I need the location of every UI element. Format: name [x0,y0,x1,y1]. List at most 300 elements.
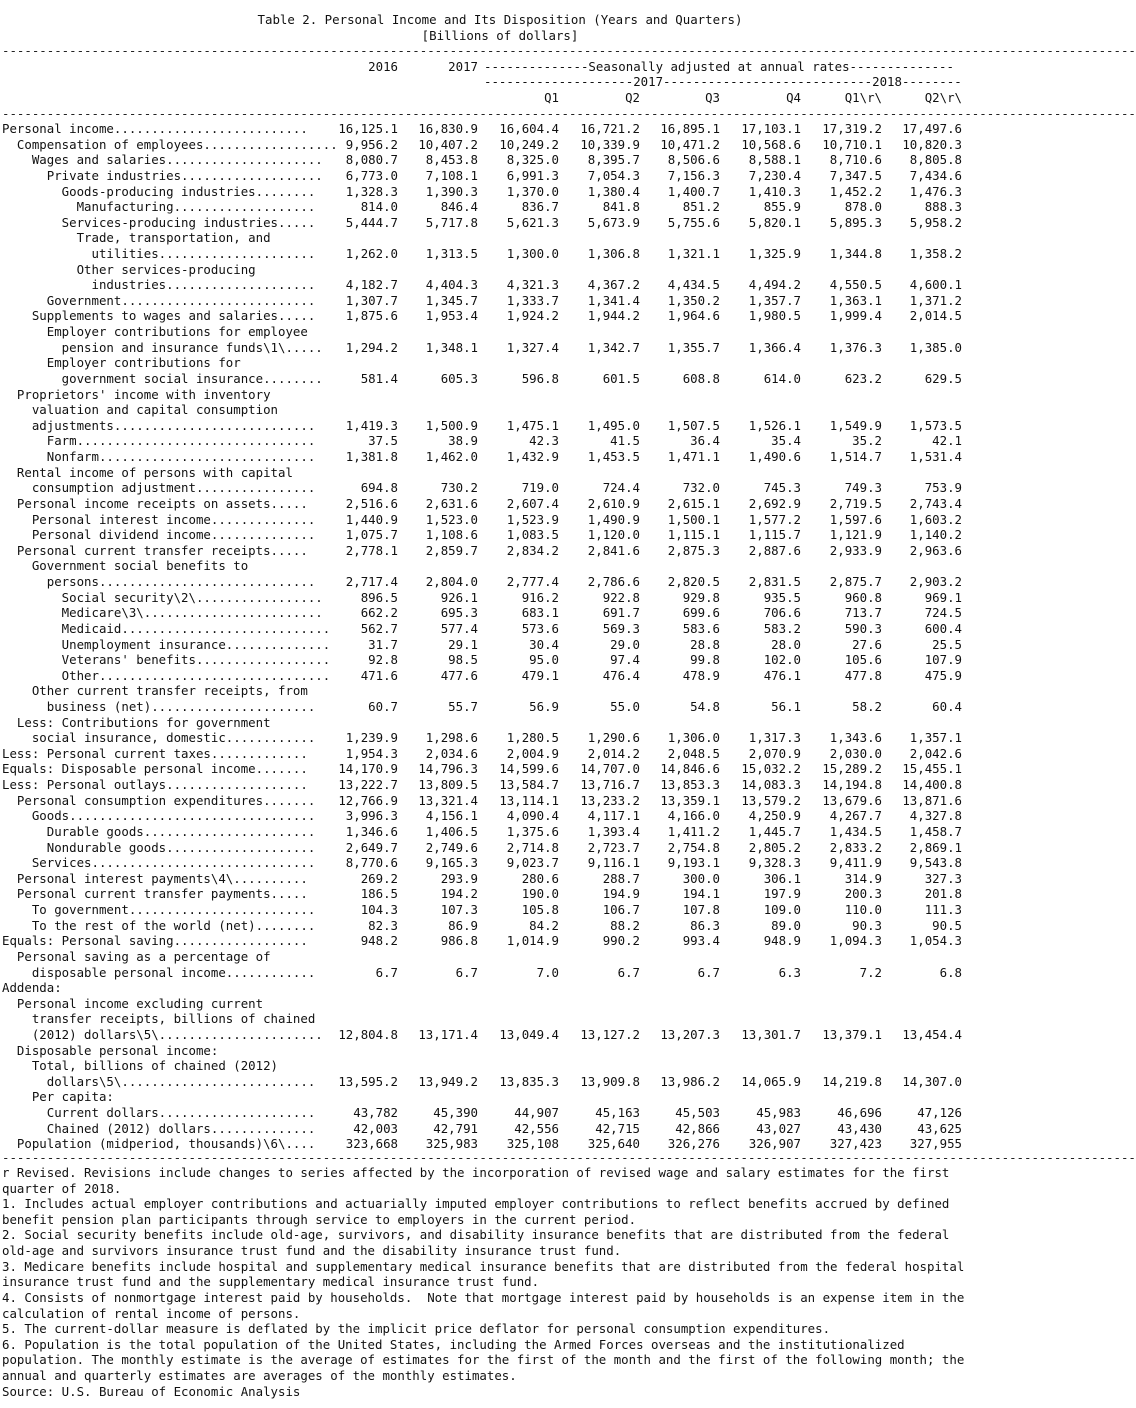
table-cell: 269.2 [360,870,398,886]
table-cell: 1,495.0 [587,417,640,433]
table-cell: 2,859.7 [425,542,478,558]
table-cell: 1,980.5 [748,308,801,324]
row-label: Compensation of employees.................. [2,136,338,152]
table-cell: 28.8 [690,636,720,652]
table-cell: 9,328.3 [748,855,801,871]
footnote-line: quarter of 2018. [2,1180,122,1196]
table-cell: 13,049.4 [499,1027,559,1042]
table-cell: 10,339.9 [580,136,640,152]
row-label: Goods................................. [2,808,316,824]
table-cell: 7,434.6 [909,167,962,183]
table-cell: 14,599.6 [499,761,559,777]
table-cell: 2,034.6 [425,745,478,761]
table-cell: 1,471.1 [667,449,720,464]
table-cell: 14,846.6 [660,761,720,777]
table-cell: 993.4 [682,933,720,949]
table-cell: 13,321.4 [418,792,478,808]
table-cell: 17,497.6 [902,121,962,136]
table-cell: 2,516.6 [345,495,398,511]
table-cell: 600.4 [924,620,962,636]
table-cell: 1,344.8 [829,246,882,261]
table-cell: 581.4 [360,370,398,386]
row-label: Personal consumption expenditures....... [2,792,316,808]
table-cell: 10,407.2 [418,136,478,152]
table-cell: 1,549.9 [829,417,882,433]
table-cell: 960.8 [844,589,882,605]
row-label: Personal interest payments\4\.......... [2,870,308,886]
row-label: Medicaid............................ [2,620,331,636]
table-cell: 45,503 [675,1105,720,1121]
table-cell: 605.3 [440,370,478,386]
table-cell: 662.2 [360,605,398,621]
row-label: Personal dividend income.............. [2,527,316,543]
footnote-line: 3. Medicare benefits include hospital and supplementary medical insurance benefits that are distributed from the federal hospital [2,1258,965,1274]
table-cell: 60.4 [932,698,962,714]
table-cell: 2,070.9 [748,745,801,761]
table-cell: 1,343.6 [829,730,882,746]
table-cell: 2,869.1 [909,839,962,855]
table-cell: 1,432.9 [506,449,559,464]
table-cell: 1,597.6 [829,511,882,527]
table-cell: 13,949.2 [418,1073,478,1089]
table-cell: 4,117.1 [587,808,640,824]
table-cell: 56.1 [771,698,801,714]
table-cell: 1,321.1 [667,246,720,261]
divider-header: -------------------------------------------------------------------------------------------------------------------------------------------------------- [2,106,1136,121]
table-cell: 99.8 [690,652,720,668]
table-cell: 293.9 [440,870,478,886]
table-cell: 43,782 [353,1105,398,1121]
table-cell: 186.5 [360,886,398,902]
table-title: Table 2. Personal Income and Its Disposition (Years and Quarters) [257,12,743,27]
table-cell: 201.8 [924,886,962,902]
table-cell: 730.2 [440,480,478,496]
table-cell: 109.0 [763,902,801,917]
table-cell: 1,400.7 [667,183,720,199]
table-cell: 31.7 [368,636,398,652]
table-cell: 4,550.5 [829,277,882,293]
table-cell: 1,262.0 [345,246,398,261]
table-cell: 110.0 [844,902,882,917]
table-cell: 2,887.6 [748,542,801,558]
table-cell: 15,289.2 [822,761,882,777]
table-cell: 13,359.1 [660,792,720,808]
table-cell: 13,835.3 [499,1073,559,1089]
table-cell: 323,668 [345,1136,398,1152]
table-cell: 2,834.2 [506,542,559,558]
table-cell: 14,796.3 [418,761,478,777]
table-cell: 9,193.1 [667,855,720,871]
table-cell: 13,171.4 [418,1027,478,1042]
table-cell: 107.8 [682,902,720,917]
table-cell: 1,306.0 [667,730,720,746]
table-cell: 6.7 [375,964,398,980]
table-cell: 325,640 [587,1136,640,1152]
table-cell: 1,306.8 [587,246,640,261]
table-cell: 1,366.4 [748,339,801,355]
table-cell: 16,604.4 [499,121,559,136]
table-cell: 14,194.8 [822,777,882,792]
table-cell: 42.3 [529,433,559,449]
table-cell: 194.9 [602,886,640,902]
table-cell: 3,996.3 [345,808,398,824]
table-cell: 569.3 [602,620,640,636]
table-cell: 4,327.8 [909,808,962,824]
table-cell: 13,584.7 [499,777,559,792]
table-cell: 5,673.9 [587,214,640,230]
table-cell: 6,991.3 [506,167,559,183]
footnote-line: 4. Consists of nonmortgage interest paid by households. Note that mortgage interest paid by households is an expense item in the [2,1289,965,1305]
row-label: Total, billions of chained (2012) [2,1058,279,1074]
table-cell: 13,809.5 [418,777,478,792]
table-cell: 46,696 [837,1105,882,1121]
table-cell: 306.1 [763,870,801,886]
table-cell: 590.3 [844,620,882,636]
table-cell: 7.2 [859,964,882,980]
table-cell: 45,163 [595,1105,640,1121]
row-label: Services-producing industries..... [2,214,316,230]
table-cell: 2,963.6 [909,542,962,558]
table-cell: 691.7 [602,605,640,621]
table-cell: 4,182.7 [345,277,398,293]
table-cell: 1,094.3 [829,933,882,949]
table-cell: 749.3 [844,480,882,496]
table-cell: 2,805.2 [748,839,801,855]
row-label: disposable personal income............ [2,964,316,980]
table-cell: 2,649.7 [345,839,398,855]
table-cell: 17,319.2 [822,121,882,136]
table-cell: 1,476.3 [909,183,962,199]
table-cell: 1,370.0 [506,183,559,199]
table-cell: 13,127.2 [580,1027,640,1042]
table-cell: 28.0 [771,636,801,652]
table-cell: 1,108.6 [425,527,478,543]
table-cell: 17,103.1 [741,121,801,136]
row-label: Employer contributions for employee [2,324,308,340]
table-cell: 9,543.8 [909,855,962,871]
row-label: Rental income of persons with capital [2,464,293,480]
header-span-2017: --------------------2017-------------------- [484,74,813,89]
table-cell: 1,953.4 [425,308,478,324]
table-cell: 1,345.7 [425,292,478,308]
table-cell: 106.7 [602,902,640,917]
table-cell: 5,717.8 [425,214,478,230]
table-cell: 327,423 [829,1136,882,1152]
table-cell: 2,804.0 [425,574,478,589]
divider-bottom: -------------------------------------------------------------------------------------------------------------------------------------------------------- [2,1149,1136,1165]
row-label: valuation and capital consumption [2,402,279,418]
row-label: Services.............................. [2,855,316,871]
row-label: Wages and salaries..................... [2,152,323,168]
table-cell: 1,380.4 [587,183,640,199]
table-cell: 1,350.2 [667,292,720,308]
table-cell: 732.0 [682,480,720,496]
table-cell: 1,313.5 [425,246,478,261]
table-cell: 98.5 [448,652,478,668]
table-cell: 5,820.1 [748,214,801,230]
table-cell: 1,294.2 [345,339,398,355]
table-cell: 14,219.8 [822,1073,882,1089]
table-cell: 55.0 [610,698,640,714]
table-cell: 42,003 [353,1120,398,1136]
table-cell: 14,307.0 [902,1073,962,1089]
row-label: Population (midperiod, thousands)\6\.... [2,1136,316,1152]
table-cell: 107.9 [924,652,962,668]
table-cell: 724.4 [602,480,640,496]
table-cell: 8,588.1 [748,152,801,168]
table-cell: 10,471.2 [660,136,720,152]
table-cell: 694.8 [360,480,398,496]
row-label: Personal current transfer receipts..... [2,542,308,558]
table-cell: 926.1 [440,589,478,605]
table-cell: 724.5 [924,605,962,621]
table-cell: 948.2 [360,933,398,949]
table-cell: 2,723.7 [587,839,640,855]
table-cell: 1,357.1 [909,730,962,746]
table-cell: 1,014.9 [506,933,559,949]
table-cell: 13,301.7 [741,1027,801,1042]
header-q1-2018: Q1\r\ [844,90,882,105]
table-cell: 194.2 [440,886,478,902]
footnote-line: insurance trust fund and the supplementary medical insurance trust fund. [2,1274,540,1290]
table-cell: 836.7 [521,199,559,215]
row-label: Government social benefits to [2,558,249,574]
table-cell: 89.0 [771,917,801,933]
row-label: Supplements to wages and salaries..... [2,308,316,324]
table-cell: 55.7 [448,698,478,714]
table-cell: 194.1 [682,886,720,902]
table-cell: 13,679.6 [822,792,882,808]
table-cell: 82.3 [368,917,398,933]
table-cell: 9,411.9 [829,855,882,871]
table-cell: 4,600.1 [909,277,962,293]
table-cell: 1,327.4 [506,339,559,355]
table-cell: 2,631.6 [425,495,478,511]
table-cell: 1,523.9 [506,511,559,527]
table-cell: 2,786.6 [587,574,640,589]
table-cell: 1,458.7 [909,823,962,839]
table-cell: 4,321.3 [506,277,559,293]
table-cell: 583.2 [763,620,801,636]
table-cell: 683.1 [521,605,559,621]
table-cell: 1,376.3 [829,339,882,355]
footnote-line: old-age and survivors insurance trust fund and the disability insurance trust fund. [2,1243,622,1258]
table-cell: 45,390 [433,1105,478,1121]
table-cell: 13,207.3 [660,1027,720,1042]
table-cell: 1,140.2 [909,527,962,543]
table-cell: 25.5 [932,636,962,652]
table-cell: 2,778.1 [345,542,398,558]
row-label: Medicare\3\........................ [2,605,323,621]
table-cell: 1,523.0 [425,511,478,527]
row-label: Less: Personal current taxes............. [2,745,308,761]
table-cell: 12,766.9 [338,792,398,808]
table-cell: 29.1 [448,636,478,652]
table-cell: 471.6 [360,667,398,683]
table-cell: 851.2 [682,199,720,215]
table-cell: 14,065.9 [741,1073,801,1089]
header-q1: Q1 [544,90,559,105]
row-label: (2012) dollars\5\...................... [2,1027,323,1042]
table-cell: 14,707.0 [580,761,640,777]
footnote-line: 6. Population is the total population of the United States, including the Armed Forces overseas and the institutionalized [2,1336,905,1352]
table-cell: 16,721.2 [580,121,640,136]
row-label: persons............................. [2,574,316,589]
table-cell: 1,300.0 [506,246,559,261]
table-cell: 6.8 [939,964,962,980]
table-cell: 2,743.4 [909,495,962,511]
footnote-line: 1. Includes actual employer contributions and actuarially imputed employer contributions to reflect benefits accrued by defined [2,1196,950,1212]
table-cell: 30.4 [529,636,559,652]
table-cell: 2,014.5 [909,308,962,324]
table-cell: 1,341.4 [587,292,640,308]
table-cell: 2,820.5 [667,574,720,589]
row-label: industries.................... [2,277,316,293]
table-cell: 1,075.7 [345,527,398,543]
table-cell: 42.1 [932,433,962,449]
table-cell: 88.2 [610,917,640,933]
row-label: To government......................... [2,902,316,917]
row-label: Disposable personal income: [2,1042,219,1058]
table-cell: 2,875.7 [829,574,882,589]
table-cell: 1,290.6 [587,730,640,746]
table-cell: 2,754.8 [667,839,720,855]
table-cell: 8,805.8 [909,152,962,168]
table-cell: 476.1 [763,667,801,683]
table-cell: 10,568.6 [741,136,801,152]
table-cell: 2,014.2 [587,745,640,761]
table-cell: 105.6 [844,652,882,668]
table-cell: 1,410.3 [748,183,801,199]
table-cell: 6.7 [455,964,478,980]
table-cell: 1,445.7 [748,823,801,839]
row-label: Farm................................ [2,433,316,449]
table-cell: 855.9 [763,199,801,215]
footnote-line: 2. Social security benefits include old-age, survivors, and disability insurance benefits that are distributed from the federal [2,1227,950,1243]
row-label: Personal income receipts on assets..... [2,495,308,511]
table-cell: 326,907 [748,1136,801,1152]
table-cell: 2,831.5 [748,574,801,589]
table-cell: 190.0 [521,886,559,902]
table-cell: 97.4 [610,652,640,668]
table-cell: 2,692.9 [748,495,801,511]
table-cell: 1,453.5 [587,449,640,464]
table-cell: 478.9 [682,667,720,683]
table-cell: 1,406.5 [425,823,478,839]
table-cell: 1,434.5 [829,823,882,839]
table-cell: 695.3 [440,605,478,621]
row-label: Current dollars..................... [2,1105,316,1121]
table-cell: 1,440.9 [345,511,398,527]
table-cell: 2,030.0 [829,745,882,761]
row-label: Less: Contributions for government [2,714,271,730]
table-cell: 12,804.8 [338,1027,398,1042]
table-cell: 6.7 [697,964,720,980]
table-cell: 7,156.3 [667,167,720,183]
table-cell: 896.5 [360,589,398,605]
row-label: dollars\5\.......................... [2,1073,316,1089]
table-cell: 14,400.8 [902,777,962,792]
table-cell: 8,395.7 [587,152,640,168]
table-cell: 814.0 [360,199,398,215]
table-cell: 60.7 [368,698,398,714]
table-cell: 7,347.5 [829,167,882,183]
table-cell: 1,875.6 [345,308,398,324]
table-cell: 706.6 [763,605,801,621]
table-cell: 5,958.2 [909,214,962,230]
row-label: government social insurance........ [2,370,323,386]
table-cell: 1,348.1 [425,339,478,355]
table-cell: 1,120.0 [587,527,640,543]
table-cell: 9,116.1 [587,855,640,871]
table-cell: 86.3 [690,917,720,933]
table-cell: 58.2 [852,698,882,714]
table-cell: 935.5 [763,589,801,605]
table-cell: 13,595.2 [338,1073,398,1089]
table-cell: 325,983 [425,1136,478,1152]
table-cell: 5,895.3 [829,214,882,230]
table-cell: 1,603.2 [909,511,962,527]
table-cell: 1,944.2 [587,308,640,324]
table-cell: 27.6 [852,636,882,652]
table-cell: 4,404.3 [425,277,478,293]
table-cell: 288.7 [602,870,640,886]
row-label: Unemployment insurance.............. [2,636,331,652]
table-cell: 1,083.5 [506,527,559,543]
table-cell: 13,986.2 [660,1073,720,1089]
table-cell: 1,325.9 [748,246,801,261]
row-label: adjustments........................... [2,417,316,433]
row-label: Manufacturing................... [2,199,316,215]
table-cell: 4,494.2 [748,277,801,293]
header-q4: Q4 [786,90,801,105]
table-cell: 878.0 [844,199,882,215]
table-cell: 1,577.2 [748,511,801,527]
table-cell: 1,462.0 [425,449,478,464]
footnote-line: 5. The current-dollar measure is deflated by the implicit price deflator for personal consumption expenditures. [2,1321,831,1337]
table-cell: 916.2 [521,589,559,605]
table-cell: 583.6 [682,620,720,636]
table-cell: 1,526.1 [748,417,801,433]
table-cell: 1,490.9 [587,511,640,527]
row-label: Personal current transfer payments..... [2,886,308,902]
row-label: transfer receipts, billions of chained [2,1011,316,1027]
row-label: Goods-producing industries........ [2,183,316,199]
table-cell: 562.7 [360,620,398,636]
table-cell: 1,411.2 [667,823,720,839]
row-label: Durable goods....................... [2,823,316,839]
table-cell: 102.0 [763,652,801,668]
table-cell: 1,357.7 [748,292,801,308]
table-cell: 1,121.9 [829,527,882,543]
table-cell: 56.9 [529,698,559,714]
row-label: Personal income excluding current [2,995,264,1011]
table-cell: 92.8 [368,652,398,668]
table-cell: 479.1 [521,667,559,683]
table-cell: 4,434.5 [667,277,720,293]
table-cell: 1,342.7 [587,339,640,355]
table-cell: 601.5 [602,370,640,386]
table-cell: 1,475.1 [506,417,559,433]
table-cell: 475.9 [924,667,962,683]
table-cell: 84.2 [529,917,559,933]
row-label: Other services-producing [2,261,256,277]
table-cell: 614.0 [763,370,801,386]
table-cell: 1,328.3 [345,183,398,199]
table-cell: 42,556 [514,1120,559,1136]
table-cell: 16,125.1 [338,121,398,136]
table-cell: 577.4 [440,620,478,636]
